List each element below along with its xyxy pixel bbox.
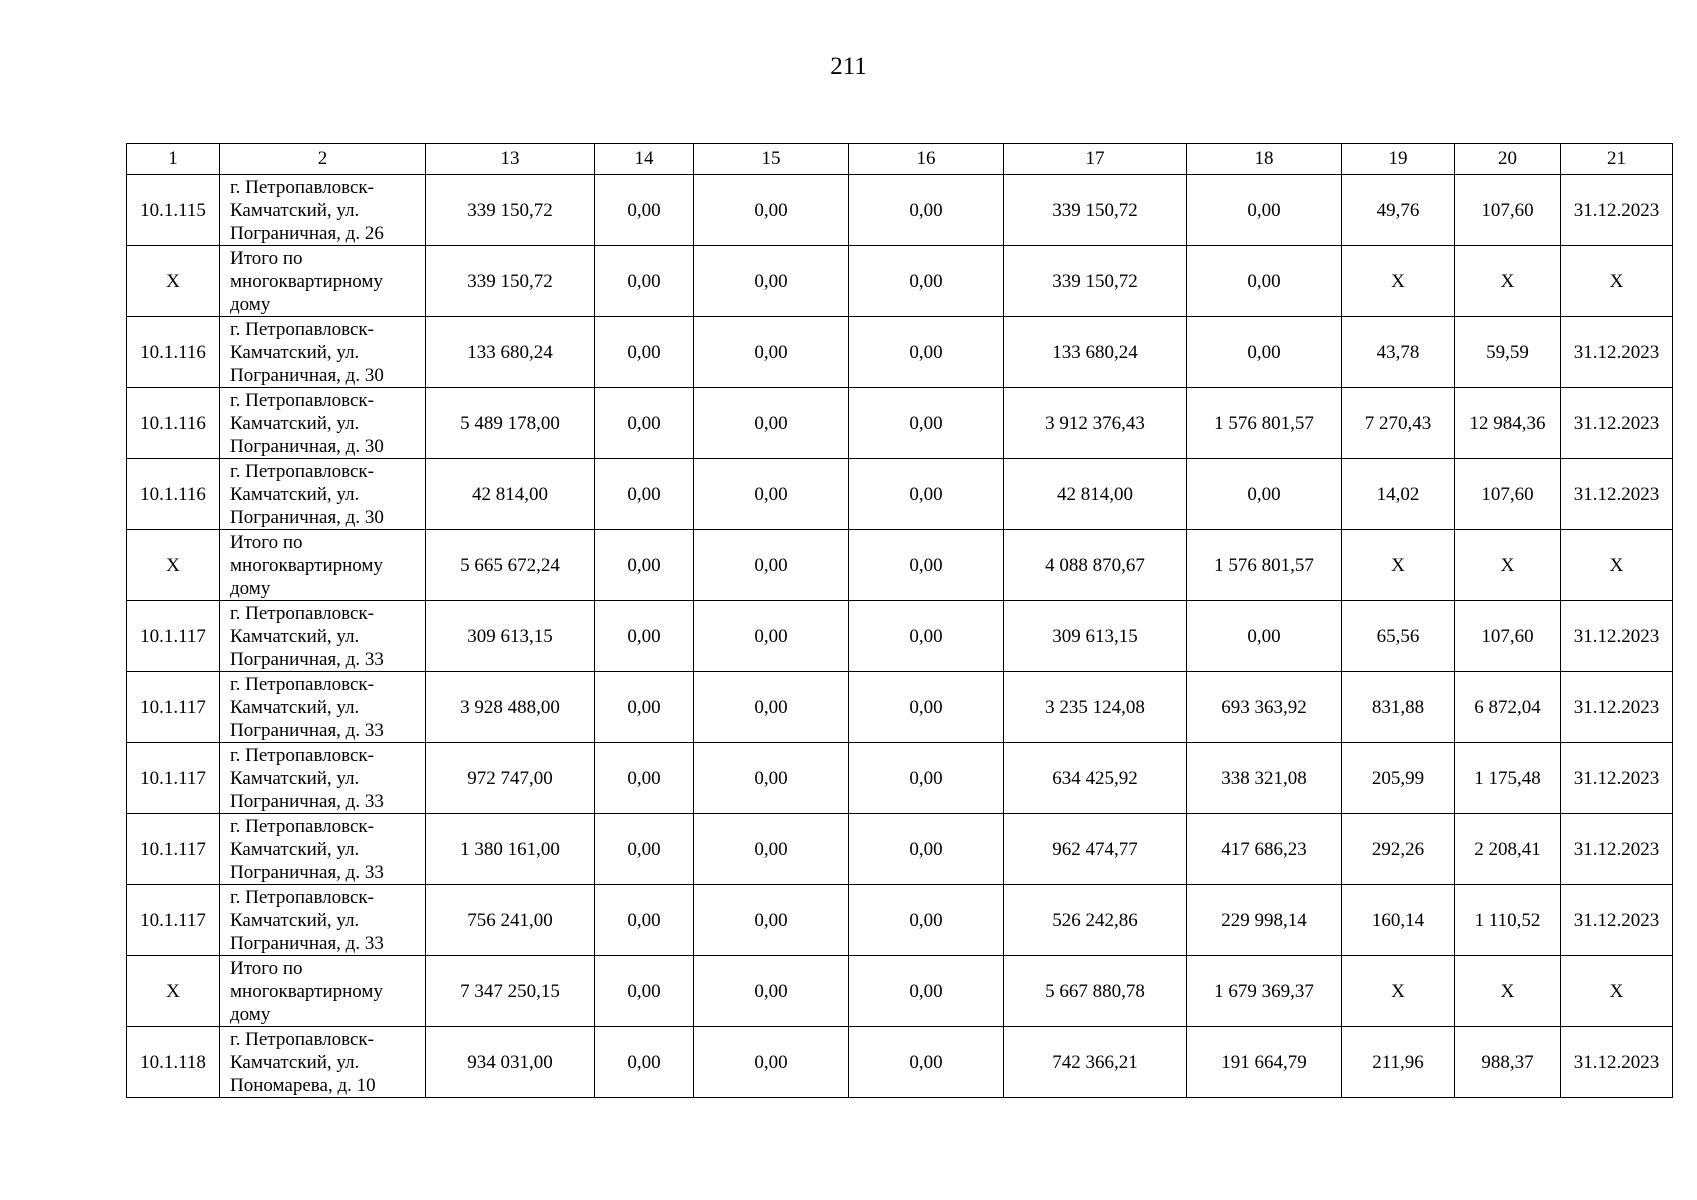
col-17-value-cell: 962 474,77 — [1004, 814, 1187, 885]
col-21-date-cell: 31.12.2023 — [1561, 459, 1673, 530]
item-number-cell: 10.1.117 — [127, 672, 220, 743]
col-15-value-cell: 0,00 — [694, 1027, 849, 1098]
col-19-value-cell: 14,02 — [1342, 459, 1455, 530]
page-number: 211 — [830, 53, 867, 80]
col-19-value-cell: 49,76 — [1342, 175, 1455, 246]
col-14-value-cell: 0,00 — [595, 601, 694, 672]
address-line: многоквартирному — [230, 270, 383, 292]
table-row — [127, 601, 1673, 672]
table-row — [127, 388, 1673, 459]
address-line: г. Петропавловск- — [230, 815, 374, 837]
address-line: Пограничная, д. 33 — [230, 648, 384, 670]
address-line: Камчатский, ул. — [230, 483, 360, 505]
col-15-value-cell: 0,00 — [694, 175, 849, 246]
address-cell — [220, 885, 426, 956]
table-row — [127, 885, 1673, 956]
column-header: 19 — [1342, 144, 1455, 175]
address-line: Пограничная, д. 30 — [230, 506, 384, 528]
address-line: Пограничная, д. 26 — [230, 222, 384, 244]
column-header: 21 — [1561, 144, 1673, 175]
col-13-value-cell: 1 380 161,00 — [426, 814, 595, 885]
address-line: Камчатский, ул. — [230, 412, 360, 434]
address-cell — [220, 175, 426, 246]
item-number-cell: X — [127, 246, 220, 317]
col-16-value-cell: 0,00 — [849, 1027, 1004, 1098]
table-row — [127, 530, 1673, 601]
col-20-value-cell: X — [1455, 956, 1561, 1027]
col-19-value-cell: 7 270,43 — [1342, 388, 1455, 459]
address-cell — [220, 459, 426, 530]
col-20-value-cell: X — [1455, 530, 1561, 601]
col-18-value-cell: 0,00 — [1187, 459, 1342, 530]
table-row — [127, 956, 1673, 1027]
col-16-value-cell: 0,00 — [849, 885, 1004, 956]
table-row — [127, 672, 1673, 743]
col-18-value-cell: 229 998,14 — [1187, 885, 1342, 956]
registry-table — [126, 143, 1673, 1098]
table-row — [127, 743, 1673, 814]
col-21-date-cell: 31.12.2023 — [1561, 814, 1673, 885]
column-header: 16 — [849, 144, 1004, 175]
col-18-value-cell: 0,00 — [1187, 317, 1342, 388]
item-number-cell: 10.1.116 — [127, 317, 220, 388]
address-cell — [220, 672, 426, 743]
item-number-cell: 10.1.117 — [127, 885, 220, 956]
item-number-cell: 10.1.118 — [127, 1027, 220, 1098]
col-17-value-cell: 42 814,00 — [1004, 459, 1187, 530]
address-cell — [220, 1027, 426, 1098]
column-header: 18 — [1187, 144, 1342, 175]
col-16-value-cell: 0,00 — [849, 956, 1004, 1027]
col-15-value-cell: 0,00 — [694, 601, 849, 672]
col-20-value-cell: X — [1455, 246, 1561, 317]
col-19-value-cell: X — [1342, 956, 1455, 1027]
col-15-value-cell: 0,00 — [694, 530, 849, 601]
col-21-date-cell: 31.12.2023 — [1561, 672, 1673, 743]
address-line: г. Петропавловск- — [230, 176, 374, 198]
column-number-row — [127, 144, 1673, 175]
col-13-value-cell: 972 747,00 — [426, 743, 595, 814]
col-13-value-cell: 339 150,72 — [426, 175, 595, 246]
address-line: Пономарева, д. 10 — [230, 1074, 376, 1096]
col-19-value-cell: 211,96 — [1342, 1027, 1455, 1098]
col-21-date-cell: X — [1561, 530, 1673, 601]
address-cell — [220, 956, 426, 1027]
col-16-value-cell: 0,00 — [849, 814, 1004, 885]
col-16-value-cell: 0,00 — [849, 672, 1004, 743]
col-18-value-cell: 0,00 — [1187, 175, 1342, 246]
col-18-value-cell: 191 664,79 — [1187, 1027, 1342, 1098]
col-13-value-cell: 133 680,24 — [426, 317, 595, 388]
col-16-value-cell: 0,00 — [849, 459, 1004, 530]
column-header: 15 — [694, 144, 849, 175]
address-cell — [220, 743, 426, 814]
address-cell — [220, 388, 426, 459]
col-21-date-cell: 31.12.2023 — [1561, 1027, 1673, 1098]
address-line: Пограничная, д. 33 — [230, 861, 384, 883]
col-16-value-cell: 0,00 — [849, 317, 1004, 388]
item-number-cell: X — [127, 956, 220, 1027]
col-20-value-cell: 12 984,36 — [1455, 388, 1561, 459]
col-16-value-cell: 0,00 — [849, 530, 1004, 601]
col-14-value-cell: 0,00 — [595, 459, 694, 530]
table-row — [127, 246, 1673, 317]
col-14-value-cell: 0,00 — [595, 317, 694, 388]
col-19-value-cell: 205,99 — [1342, 743, 1455, 814]
col-19-value-cell: 65,56 — [1342, 601, 1455, 672]
col-14-value-cell: 0,00 — [595, 956, 694, 1027]
address-line: Камчатский, ул. — [230, 838, 360, 860]
col-18-value-cell: 1 679 369,37 — [1187, 956, 1342, 1027]
col-17-value-cell: 133 680,24 — [1004, 317, 1187, 388]
address-line: Камчатский, ул. — [230, 767, 360, 789]
address-line: г. Петропавловск- — [230, 886, 374, 908]
table-row — [127, 317, 1673, 388]
col-16-value-cell: 0,00 — [849, 388, 1004, 459]
col-15-value-cell: 0,00 — [694, 317, 849, 388]
address-line: дому — [230, 1003, 271, 1025]
col-16-value-cell: 0,00 — [849, 246, 1004, 317]
col-20-value-cell: 107,60 — [1455, 175, 1561, 246]
address-line: Итого по — [230, 957, 303, 979]
col-19-value-cell: X — [1342, 246, 1455, 317]
col-17-value-cell: 339 150,72 — [1004, 175, 1187, 246]
col-15-value-cell: 0,00 — [694, 388, 849, 459]
col-15-value-cell: 0,00 — [694, 814, 849, 885]
col-17-value-cell: 3 912 376,43 — [1004, 388, 1187, 459]
col-15-value-cell: 0,00 — [694, 956, 849, 1027]
col-19-value-cell: 292,26 — [1342, 814, 1455, 885]
col-20-value-cell: 1 175,48 — [1455, 743, 1561, 814]
column-header: 20 — [1455, 144, 1561, 175]
col-14-value-cell: 0,00 — [595, 246, 694, 317]
col-14-value-cell: 0,00 — [595, 885, 694, 956]
col-20-value-cell: 107,60 — [1455, 601, 1561, 672]
col-18-value-cell: 0,00 — [1187, 601, 1342, 672]
item-number-cell: 10.1.117 — [127, 743, 220, 814]
col-17-value-cell: 339 150,72 — [1004, 246, 1187, 317]
col-17-value-cell: 3 235 124,08 — [1004, 672, 1187, 743]
col-20-value-cell: 59,59 — [1455, 317, 1561, 388]
item-number-cell: 10.1.115 — [127, 175, 220, 246]
item-number-cell: 10.1.116 — [127, 388, 220, 459]
col-20-value-cell: 6 872,04 — [1455, 672, 1561, 743]
col-18-value-cell: 1 576 801,57 — [1187, 530, 1342, 601]
address-line: г. Петропавловск- — [230, 744, 374, 766]
col-13-value-cell: 5 665 672,24 — [426, 530, 595, 601]
address-cell — [220, 246, 426, 317]
col-21-date-cell: 31.12.2023 — [1561, 885, 1673, 956]
address-line: г. Петропавловск- — [230, 673, 374, 695]
address-cell — [220, 814, 426, 885]
address-line: Пограничная, д. 30 — [230, 435, 384, 457]
col-21-date-cell: 31.12.2023 — [1561, 175, 1673, 246]
col-13-value-cell: 42 814,00 — [426, 459, 595, 530]
col-19-value-cell: 831,88 — [1342, 672, 1455, 743]
col-18-value-cell: 1 576 801,57 — [1187, 388, 1342, 459]
col-15-value-cell: 0,00 — [694, 459, 849, 530]
address-line: г. Петропавловск- — [230, 318, 374, 340]
col-19-value-cell: X — [1342, 530, 1455, 601]
address-line: Итого по — [230, 247, 303, 269]
col-15-value-cell: 0,00 — [694, 743, 849, 814]
col-17-value-cell: 4 088 870,67 — [1004, 530, 1187, 601]
address-cell — [220, 317, 426, 388]
col-13-value-cell: 7 347 250,15 — [426, 956, 595, 1027]
address-line: многоквартирному — [230, 554, 383, 576]
address-line: Камчатский, ул. — [230, 909, 360, 931]
col-18-value-cell: 693 363,92 — [1187, 672, 1342, 743]
address-line: Камчатский, ул. — [230, 625, 360, 647]
col-21-date-cell: X — [1561, 956, 1673, 1027]
address-line: дому — [230, 577, 271, 599]
col-14-value-cell: 0,00 — [595, 388, 694, 459]
col-18-value-cell: 0,00 — [1187, 246, 1342, 317]
address-line: Камчатский, ул. — [230, 341, 360, 363]
col-21-date-cell: 31.12.2023 — [1561, 601, 1673, 672]
item-number-cell: 10.1.117 — [127, 814, 220, 885]
col-13-value-cell: 309 613,15 — [426, 601, 595, 672]
col-13-value-cell: 3 928 488,00 — [426, 672, 595, 743]
col-21-date-cell: 31.12.2023 — [1561, 317, 1673, 388]
col-13-value-cell: 339 150,72 — [426, 246, 595, 317]
address-line: г. Петропавловск- — [230, 389, 374, 411]
column-header: 17 — [1004, 144, 1187, 175]
address-line: Пограничная, д. 33 — [230, 932, 384, 954]
col-19-value-cell: 43,78 — [1342, 317, 1455, 388]
col-20-value-cell: 107,60 — [1455, 459, 1561, 530]
item-number-cell: 10.1.117 — [127, 601, 220, 672]
table-row — [127, 175, 1673, 246]
col-20-value-cell: 1 110,52 — [1455, 885, 1561, 956]
col-17-value-cell: 742 366,21 — [1004, 1027, 1187, 1098]
col-14-value-cell: 0,00 — [595, 672, 694, 743]
col-19-value-cell: 160,14 — [1342, 885, 1455, 956]
col-14-value-cell: 0,00 — [595, 175, 694, 246]
col-16-value-cell: 0,00 — [849, 743, 1004, 814]
column-header: 14 — [595, 144, 694, 175]
address-line: дому — [230, 293, 271, 315]
col-14-value-cell: 0,00 — [595, 814, 694, 885]
address-line: многоквартирному — [230, 980, 383, 1002]
address-line: г. Петропавловск- — [230, 602, 374, 624]
col-17-value-cell: 634 425,92 — [1004, 743, 1187, 814]
address-cell — [220, 530, 426, 601]
column-header: 1 — [127, 144, 220, 175]
table-row — [127, 814, 1673, 885]
address-line: г. Петропавловск- — [230, 1028, 374, 1050]
col-16-value-cell: 0,00 — [849, 601, 1004, 672]
address-line: Камчатский, ул. — [230, 1051, 360, 1073]
table-body — [127, 144, 1673, 1098]
col-15-value-cell: 0,00 — [694, 885, 849, 956]
col-21-date-cell: 31.12.2023 — [1561, 388, 1673, 459]
column-header: 13 — [426, 144, 595, 175]
address-line: Пограничная, д. 33 — [230, 790, 384, 812]
col-20-value-cell: 988,37 — [1455, 1027, 1561, 1098]
address-line: Пограничная, д. 30 — [230, 364, 384, 386]
address-line: Камчатский, ул. — [230, 199, 360, 221]
col-13-value-cell: 5 489 178,00 — [426, 388, 595, 459]
address-line: Камчатский, ул. — [230, 696, 360, 718]
col-17-value-cell: 309 613,15 — [1004, 601, 1187, 672]
col-14-value-cell: 0,00 — [595, 1027, 694, 1098]
address-cell — [220, 601, 426, 672]
col-14-value-cell: 0,00 — [595, 530, 694, 601]
table-row — [127, 1027, 1673, 1098]
col-20-value-cell: 2 208,41 — [1455, 814, 1561, 885]
col-14-value-cell: 0,00 — [595, 743, 694, 814]
col-18-value-cell: 417 686,23 — [1187, 814, 1342, 885]
item-number-cell: X — [127, 530, 220, 601]
col-17-value-cell: 5 667 880,78 — [1004, 956, 1187, 1027]
col-13-value-cell: 756 241,00 — [426, 885, 595, 956]
col-17-value-cell: 526 242,86 — [1004, 885, 1187, 956]
col-21-date-cell: X — [1561, 246, 1673, 317]
column-header: 2 — [220, 144, 426, 175]
address-line: Пограничная, д. 33 — [230, 719, 384, 741]
col-16-value-cell: 0,00 — [849, 175, 1004, 246]
col-15-value-cell: 0,00 — [694, 246, 849, 317]
item-number-cell: 10.1.116 — [127, 459, 220, 530]
col-18-value-cell: 338 321,08 — [1187, 743, 1342, 814]
col-21-date-cell: 31.12.2023 — [1561, 743, 1673, 814]
col-13-value-cell: 934 031,00 — [426, 1027, 595, 1098]
col-15-value-cell: 0,00 — [694, 672, 849, 743]
table-row — [127, 459, 1673, 530]
address-line: г. Петропавловск- — [230, 460, 374, 482]
address-line: Итого по — [230, 531, 303, 553]
